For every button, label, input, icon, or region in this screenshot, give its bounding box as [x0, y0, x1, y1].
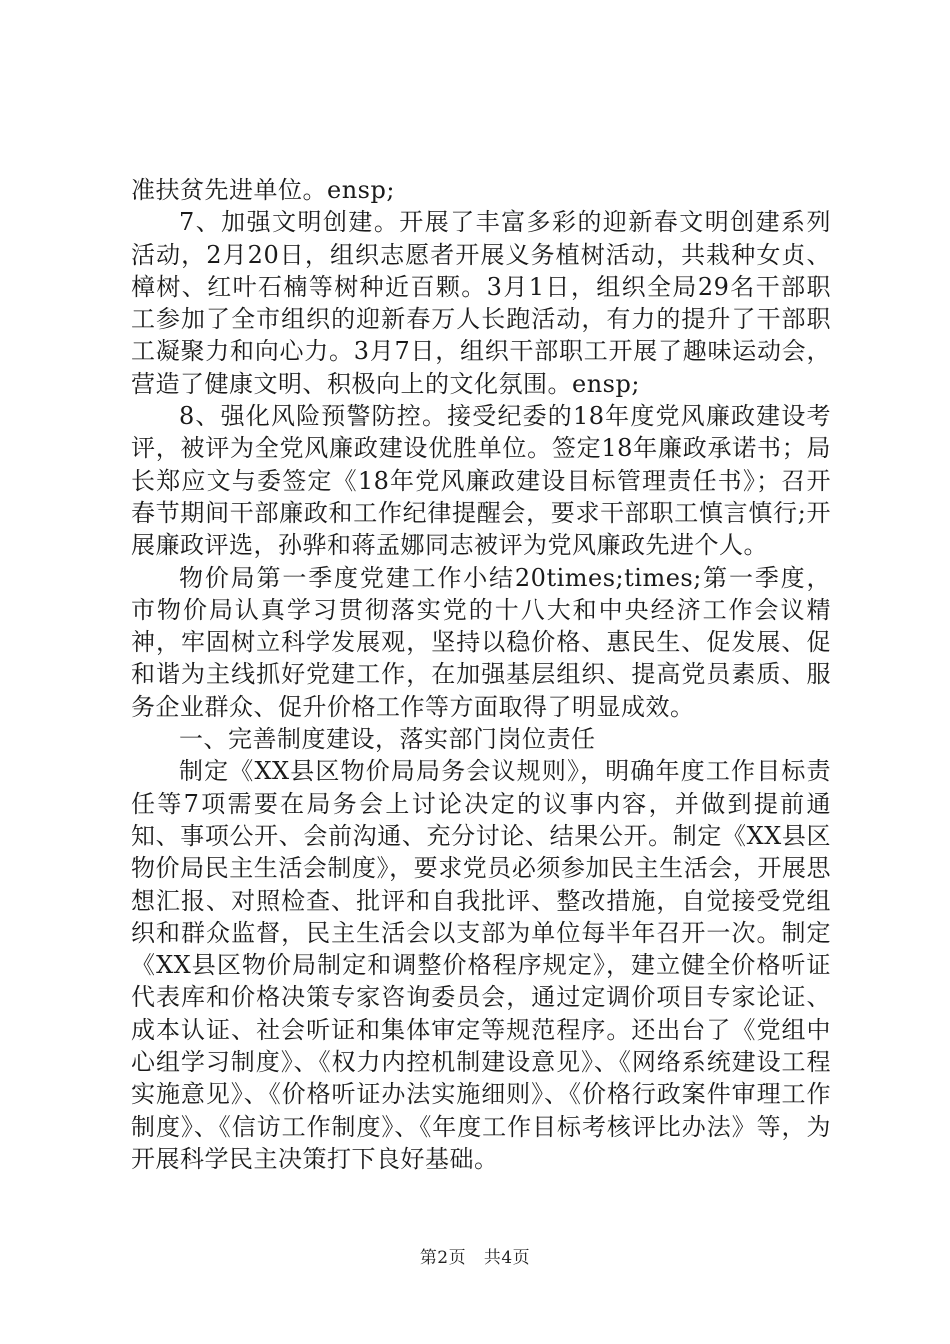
paragraph-institutions: 制定《XX县区物价局局务会议规则》，明确年度工作目标责任等7项需要在局务会上讨论决定的议事内容，并做到提前通知、事项公开、会前沟通、充分讨论、结果公开。制定《XX县区物价局民主生活会制度》，要求党员必须参加民主生活会，开展思想汇报、对照检查、批评和自我批评、整改措施，自觉接受党组织和群众监督，民主生活会以支部为单位每半年召开一次。制定《XX县区物价局制定和调整价格程序规定》，建立健全价格听证代表库和价格决策专家咨询委员会，通过定调价项目专家论证、成本认证、社会听证和集体审定等规范程序。还出台了《党组中心组学习制度》、《权力内控机制建设意见》、《网络系统建设工程实施意见》、《价格听证办法实施细则》、《价格行政案件审理工作制度》、《信访工作制度》、《年度工作目标考核评比办法》等，为开展科学民主决策打下良好基础。 — [131, 757, 831, 1173]
section-heading: 一、完善制度建设，落实部门岗位责任 — [179, 725, 596, 754]
document-body — [131, 174, 831, 1175]
paragraph-risk-control: 8、强化风险预警防控。接受纪委的18年度党风廉政建设考评，被评为全党风廉政建设优胜单位。签定18年廉政承诺书；局长郑应文与委签定《18年党风廉政建设目标管理责任书》；召开春节期间干部廉政和工作纪律提醒会，要求干部职工慎言慎行;开展廉政评选，孙骅和蒋孟娜同志被评为党风廉政先进个人。 — [131, 402, 831, 560]
paragraph-civilization: 7、加强文明创建。开展了丰富多彩的迎新春文明创建系列活动，2月20日，组织志愿者开展义务植树活动，共栽种女贞、樟树、红叶石楠等树种近百颗。3月1日，组织全局29名干部职工参加了全市组织的迎新春万人长跑活动，有力的提升了干部职工凝聚力和向心力。3月7日，组织干部职工开展了趣味运动会，营造了健康文明、积极向上的文化氛围。ensp; — [131, 208, 831, 398]
page-footer — [0, 1243, 950, 1268]
paragraph-summary-intro: 物价局第一季度党建工作小结20times;times;第一季度，市物价局认真学习贯彻落实党的十八大和中央经济工作会议精神，牢固树立科学发展观，坚持以稳价格、惠民生、促发展、促和谐为主线抓好党建工作，在加强基层组织、提高党员素质、服务企业群众、促升价格工作等方面取得了明显成效。 — [131, 563, 831, 721]
page-total: 共4页 — [483, 1248, 531, 1268]
page-number: 第2页 — [419, 1248, 467, 1268]
paragraph-continuation: 准扶贫先进单位。ensp; — [131, 176, 395, 204]
